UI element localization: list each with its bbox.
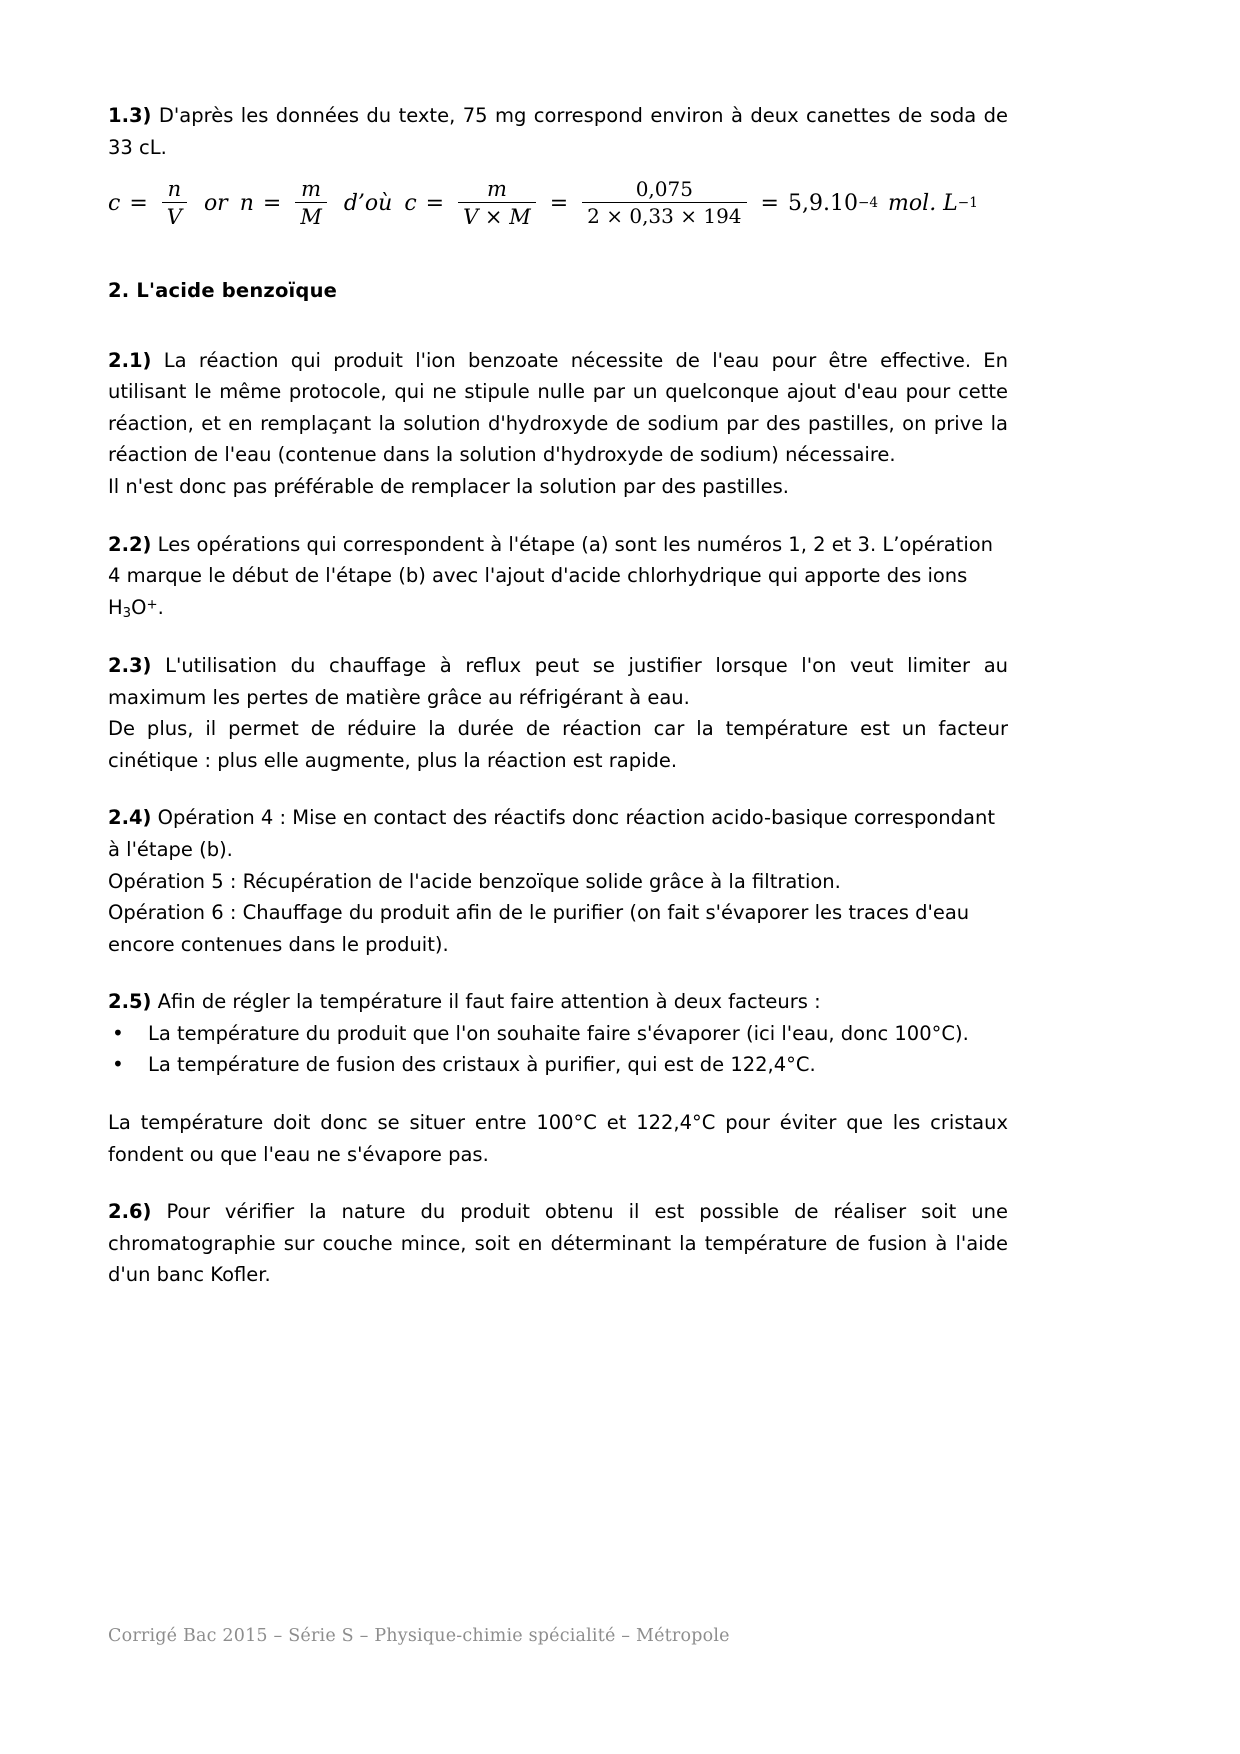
question-text-23: L'utilisation du chauffage à reflux peut se justifier lorsque l'on veut limiter au maximum les pertes de matière grâce au réfrigérant à eau. [108, 654, 1008, 709]
charge-plus: + [146, 597, 158, 613]
fraction-numerator: 0,075 [635, 177, 693, 202]
fraction-n-V [162, 177, 187, 229]
fraction-denominator: V [162, 202, 187, 229]
paragraph-q23-b: De plus, il permet de réduire la durée de réaction car la température est un facteur cinétique : plus elle augmente, plus la réaction est rapide. [108, 717, 1008, 772]
paragraph-q24-c: Opération 6 : Chauffage du produit afin de le purifier (on fait s'évaporer les traces d'eau encore contenues dans le produit). [108, 901, 970, 956]
formula-c: c [108, 190, 121, 216]
formula-result: 5,9.10 [787, 190, 858, 216]
paragraph-q24-b: Opération 5 : Récupération de l'acide benzoïque solide grâce à la filtration. [108, 869, 841, 893]
section-title-2: 2. L'acide benzoïque [108, 279, 338, 303]
formula-unit-exponent: −1 [957, 195, 978, 212]
paragraph-q21 [108, 345, 1008, 471]
formula-n: n [239, 190, 254, 216]
paragraph-q24 [108, 802, 1008, 865]
paragraph-q22 [108, 529, 1008, 625]
oxygen-symbol: O [131, 595, 147, 619]
fraction-numeric [582, 178, 746, 228]
fraction-m-M [295, 177, 327, 229]
question-label-24: 2.4) [108, 806, 152, 830]
document-body [108, 100, 1008, 1291]
formula-eq3: = [425, 190, 445, 216]
formula-unit: mol. L [888, 190, 958, 216]
question-text-24: Opération 4 : Mise en contact des réactifs donc réaction acido-basique correspondant à l'étape (b). [108, 806, 995, 861]
question-text-21: La réaction qui produit l'ion benzoate nécessite de l'eau pour être effective. En utilisant le même protocole, qui ne stipule nulle par un quelconque ajout d'eau pour cette réaction, et en remplaçant la solution d'hydroxyde de sodium par des pastilles, on prive la réaction de l'eau (contenue dans la solution d'hydroxyde de sodium) nécessaire. [108, 348, 1008, 467]
fraction-m-VM [458, 177, 536, 229]
paragraph-q26 [108, 1196, 1008, 1291]
page-footer: Corrigé Bac 2015 – Série S – Physique-chimie spécialité – Métropole [108, 1626, 730, 1646]
paragraph-q21-b: Il n'est donc pas préférable de remplacer la solution par des pastilles. [108, 474, 789, 498]
list-item: • La température de fusion des cristaux à purifier, qui est de 122,4°C. [108, 1049, 1008, 1081]
question-label-22: 2.2) [108, 532, 152, 556]
formula-result-exponent: −4 [857, 195, 879, 212]
paragraph-q25 [108, 986, 1008, 1018]
paragraph-q13 [108, 100, 1008, 163]
fraction-denominator: M [295, 202, 327, 229]
question-text-22-tail: . [157, 595, 164, 619]
fraction-denominator: 2 × 0,33 × 194 [582, 202, 746, 228]
fraction-numerator: m [486, 177, 507, 202]
question-text-22: Les opérations qui correspondent à l'étape (a) sont les numéros 1, 2 et 3. L’opération 4 marque le début de l'étape (b) avec l'ajout d'acide chlorhydrique qui apporte des ions H [108, 532, 994, 619]
question-label-25: 2.5) [108, 990, 152, 1014]
formula-eq5: = [760, 190, 779, 216]
bullet-list-q25 [108, 1018, 1008, 1081]
question-label-23: 2.3) [108, 654, 152, 678]
formula-q13 [108, 177, 1008, 229]
formula-eq4: = [549, 190, 569, 216]
paragraph-q23 [108, 650, 1008, 713]
fraction-numerator: n [167, 177, 182, 202]
question-label-21: 2.1) [108, 348, 152, 372]
question-text-13: D'après les données du texte, 75 mg correspond environ à deux canettes de soda de 33 cL. [108, 104, 1008, 159]
question-label-26: 2.6) [108, 1200, 152, 1224]
formula-or: or [203, 190, 228, 216]
formula-douou: d’où [343, 190, 393, 216]
formula-c2: c [404, 190, 417, 216]
paragraph-q25-conclusion: La température doit donc se situer entre 100°C et 122,4°C pour éviter que les cristaux fondent ou que l'eau ne s'évapore pas. [108, 1111, 1008, 1166]
question-text-26: Pour vérifier la nature du produit obtenu il est possible de réaliser soit une chromatographie sur couche mince, soit en déterminant la température de fusion à l'aide d'un banc Kofler. [108, 1200, 1008, 1287]
subscript-3: 3 [122, 605, 132, 621]
fraction-numerator: m [301, 177, 322, 202]
question-text-25: Afin de régler la température il faut faire attention à deux facteurs : [151, 990, 821, 1014]
list-item: • La température du produit que l'on souhaite faire s'évaporer (ici l'eau, donc 100°C). [108, 1018, 1008, 1050]
formula-eq1: = [129, 190, 148, 216]
formula-eq2: = [262, 190, 282, 216]
question-label-13: 1.3) [108, 104, 152, 127]
fraction-denominator: V × M [458, 202, 536, 229]
